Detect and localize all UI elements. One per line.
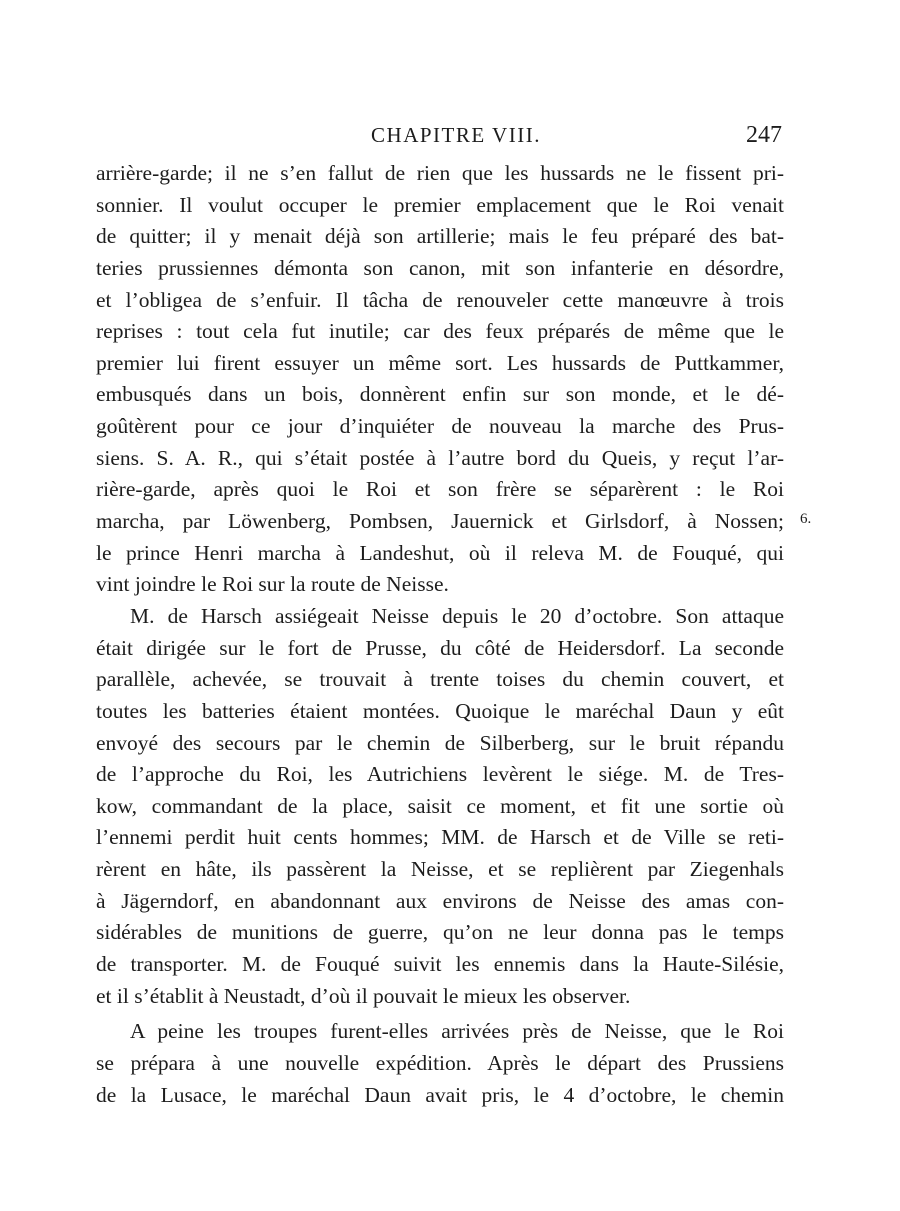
text-line: siens. S. A. R., qui s’était postée à l’autre bord du Queis, y reçut l’ar- [96,445,784,470]
text-line: arrière-garde; il ne s’en fallut de rien que les hussards ne le fissent pri- [96,161,784,185]
paragraph [96,601,784,1012]
text-line: rèrent en hâte, ils passèrent la Neisse, et se replièrent par Ziegenhals [96,857,784,882]
text-line: de la Lusace, le maréchal Daun avait pris, le 4 d’octobre, le chemin [96,1082,784,1107]
text-line: rière-garde, après quoi le Roi et son frère se séparèrent : le Roi [96,477,784,502]
text-line: M. de Harsch assiégeait Neisse depuis le 20 d’octobre. Son attaque [130,603,784,628]
text-line: A peine les troupes furent-elles arrivées près de Neisse, que le Roi [130,1019,784,1044]
body-text [96,158,784,1111]
text-line: envoyé des secours par le chemin de Silberberg, sur le bruit répandu [96,730,784,755]
text-line: toutes les batteries étaient montées. Quoique le maréchal Daun y eût [96,698,784,723]
text-line: vint joindre le Roi sur la route de Neisse. [96,572,449,597]
text-line: le prince Henri marcha à Landeshut, où il releva M. de Fouqué, qui [96,540,784,565]
text-line: goûtèrent pour ce jour d’inquiéter de nouveau la marche des Prus- [96,414,784,439]
text-line: reprises : tout cela fut inutile; car des feux préparés de même que le [96,319,784,344]
text-line: premier lui firent essuyer un même sort. Les hussards de Puttkammer, [96,350,784,375]
text-line: à Jägerndorf, en abandonnant aux environs de Neisse des amas con- [96,888,784,913]
text-line: de transporter. M. de Fouqué suivit les ennemis dans la Haute-Silésie, [96,952,784,977]
paragraph [96,158,784,601]
page-number: 247 [746,122,782,148]
text-line: sonnier. Il voulut occuper le premier emplacement que le Roi venait [96,192,784,217]
paragraph [96,1016,784,1111]
text-line: de l’approche du Roi, les Autrichiens levèrent le siége. M. de Tres- [96,762,784,787]
text-line: était dirigée sur le fort de Prusse, du côté de Heidersdorf. La seconde [96,635,784,660]
text-line: parallèle, achevée, se trouvait à trente toises du chemin couvert, et [96,667,784,692]
text-line: teries prussiennes démonta son canon, mit son infanterie en désordre, [96,255,784,280]
text-line: marcha, par Löwenberg, Pombsen, Jauernick et Girlsdorf, à Nossen; [96,509,784,534]
text-line: se prépara à une nouvelle expédition. Après le départ des Prussiens [96,1050,784,1075]
chapter-title: CHAPITRE VIII. [371,123,541,147]
text-line: et il s’établit à Neustadt, d’où il pouvait le mieux les observer. [96,983,631,1008]
text-line: kow, commandant de la place, saisit ce moment, et fit une sortie où [96,793,784,818]
margin-note: 6. [800,511,812,527]
text-line: sidérables de munitions de guerre, qu’on ne leur donna pas le temps [96,920,784,945]
text-line: embusqués dans un bois, donnèrent enfin sur son monde, et le dé- [96,382,784,407]
text-line: de quitter; il y menait déjà son artillerie; mais le feu préparé des bat- [96,224,784,249]
text-line: et l’obligea de s’enfuir. Il tâcha de renouveler cette manœuvre à trois [96,287,784,312]
text-line: l’ennemi perdit huit cents hommes; MM. de Harsch et de Ville se reti- [96,825,784,850]
running-head [130,120,782,154]
